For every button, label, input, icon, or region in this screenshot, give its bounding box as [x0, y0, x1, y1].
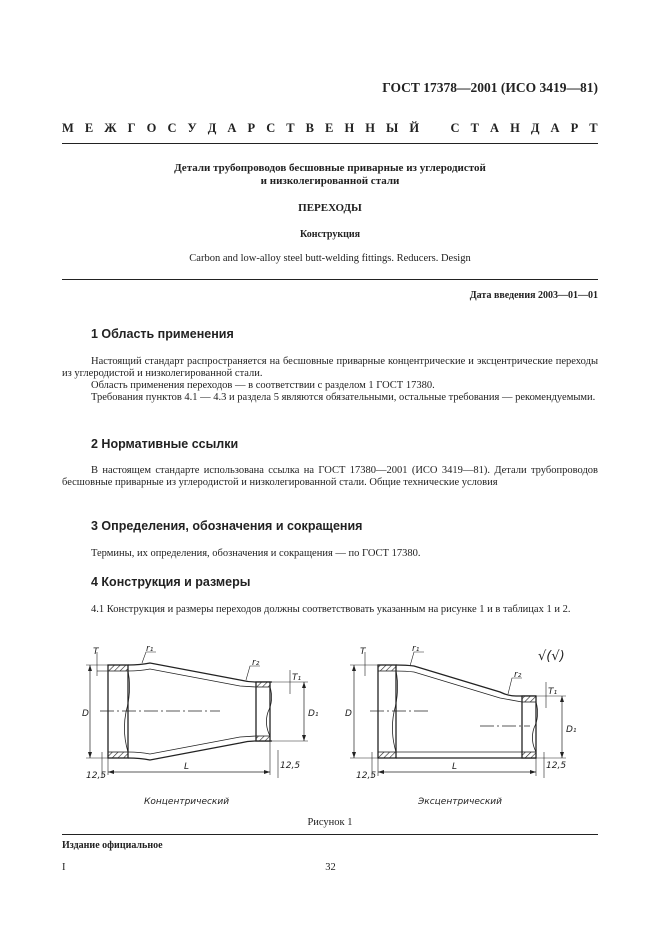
- subtitle: Конструкция: [299, 229, 361, 240]
- title-line-1: Детали трубопроводов бесшовные приварные из углеродистой: [174, 162, 486, 174]
- banner-letter: В: [305, 121, 314, 135]
- banner-letter: Е: [325, 121, 334, 135]
- dim-l-right: L: [452, 762, 458, 772]
- banner-letter: Ы: [386, 121, 399, 135]
- section-2-body: [62, 465, 598, 489]
- banner-letter: А: [227, 121, 237, 135]
- section-1-heading: 1 Область применения: [91, 327, 234, 341]
- introduction-date: Дата введения 2003—01—01: [469, 290, 598, 301]
- banner-letter: Д: [530, 121, 540, 135]
- english-title: Carbon and low-alloy steel butt-welding fittings. Reducers. Design: [189, 253, 471, 264]
- paragraph: Термины, их определения, обозначения и сокращения — по ГОСТ 17380.: [91, 548, 421, 559]
- section-4-heading: 4 Конструкция и размеры: [91, 575, 251, 589]
- dim-r1-left: r₁: [146, 644, 154, 654]
- paragraph: Область применения переходов — в соответствии с разделом 1 ГОСТ 17380.: [91, 380, 435, 391]
- banner-letter: Р: [570, 121, 579, 135]
- paragraph: Настоящий стандарт распространяется на бесшовные приварные концентрические и эксцентрические переходы из углеродистой и низколегированной стали.: [62, 356, 598, 379]
- banner-letter: [430, 121, 439, 136]
- banner-letter: Е: [84, 121, 94, 135]
- page-number: 32: [325, 862, 336, 873]
- dim-t1-left: T₁: [292, 673, 302, 683]
- title-rule: [62, 279, 598, 280]
- roughness-symbol: √(√): [538, 649, 565, 664]
- header-rule: [62, 143, 598, 144]
- eccentric-label: Эксцентрический: [418, 797, 502, 807]
- banner-letter: Г: [127, 121, 136, 135]
- banner-letter: М: [62, 121, 74, 135]
- dim-125-right-b: 12,5: [546, 761, 567, 771]
- banner-letter: Т: [589, 121, 598, 135]
- banner-letter: Н: [365, 121, 375, 135]
- eccentric-reducer-drawing: [350, 652, 566, 778]
- paragraph: Требования пунктов 4.1 — 4.3 и раздела 5 являются обязательными, остальные требования — рекомендуемыми.: [91, 392, 596, 403]
- banner-letter: Ж: [104, 121, 117, 135]
- banner-letter: Т: [470, 121, 479, 135]
- dim-t-right: T: [360, 647, 366, 657]
- paragraph: 4.1 Конструкция и размеры переходов должны соответствовать указанным на рисунке 1 и в таблицах 1 и 2.: [91, 604, 571, 615]
- standard-code: ГОСТ 17378—2001 (ИСО 3419—81): [382, 80, 598, 95]
- edition-note: Издание официальное: [62, 840, 163, 851]
- banner-letter: Р: [247, 121, 256, 135]
- dim-d1-left: D₁: [308, 709, 319, 719]
- banner-letter: Д: [207, 121, 217, 135]
- dim-t-left: T: [93, 647, 99, 657]
- banner-letter: С: [167, 121, 177, 135]
- dim-d1-right: D₁: [566, 725, 577, 735]
- banner-letter: С: [266, 121, 276, 135]
- concentric-reducer-drawing: [86, 652, 308, 778]
- concentric-label: Концентрический: [144, 797, 230, 807]
- banner-letter: О: [146, 121, 157, 135]
- paragraph: В настоящем стандарте использована ссылка на ГОСТ 17380—2001 (ИСО 3419—81). Детали трубопроводов бесшовные приварные из углеродистой и низколегированной стали. Общие технические условия: [62, 465, 598, 488]
- document-title: [62, 162, 598, 188]
- section-3-body: [62, 548, 598, 560]
- footer-rule: [62, 834, 598, 835]
- banner-letter: Н: [344, 121, 355, 135]
- title-line-2: и низколегированной стали: [260, 175, 400, 187]
- section-4-body: [62, 604, 598, 616]
- banner-letter: А: [490, 121, 500, 135]
- dim-r1-right: r₁: [412, 644, 420, 654]
- section-3-heading: 3 Определения, обозначения и сокращения: [91, 519, 363, 533]
- interstate-standard-banner: [62, 121, 598, 136]
- banner-letter: С: [450, 121, 460, 135]
- figure-caption: Рисунок 1: [307, 817, 353, 828]
- banner-letter: Н: [510, 121, 520, 135]
- banner-letter: Т: [286, 121, 295, 135]
- dim-d-left: D: [82, 709, 89, 719]
- banner-letter: А: [550, 121, 560, 135]
- dim-125-left-a: 12,5: [86, 771, 107, 781]
- dim-l-left: L: [184, 762, 190, 772]
- section-2-heading: 2 Нормативные ссылки: [91, 437, 239, 451]
- main-title: ПЕРЕХОДЫ: [298, 202, 362, 214]
- dim-d-right: D: [345, 709, 352, 719]
- footer-left-mark: I: [62, 862, 66, 873]
- dim-125-right-a: 12,5: [356, 771, 377, 781]
- dim-r2-left: r₂: [252, 658, 260, 668]
- dim-r2-right: r₂: [514, 670, 522, 680]
- section-1-body: [62, 356, 598, 404]
- dim-125-left-b: 12,5: [280, 761, 301, 771]
- banner-letter: Й: [409, 121, 420, 135]
- dim-t1-right: T₁: [548, 687, 558, 697]
- banner-letter: У: [187, 121, 197, 135]
- figure-1-reducers: [60, 640, 600, 810]
